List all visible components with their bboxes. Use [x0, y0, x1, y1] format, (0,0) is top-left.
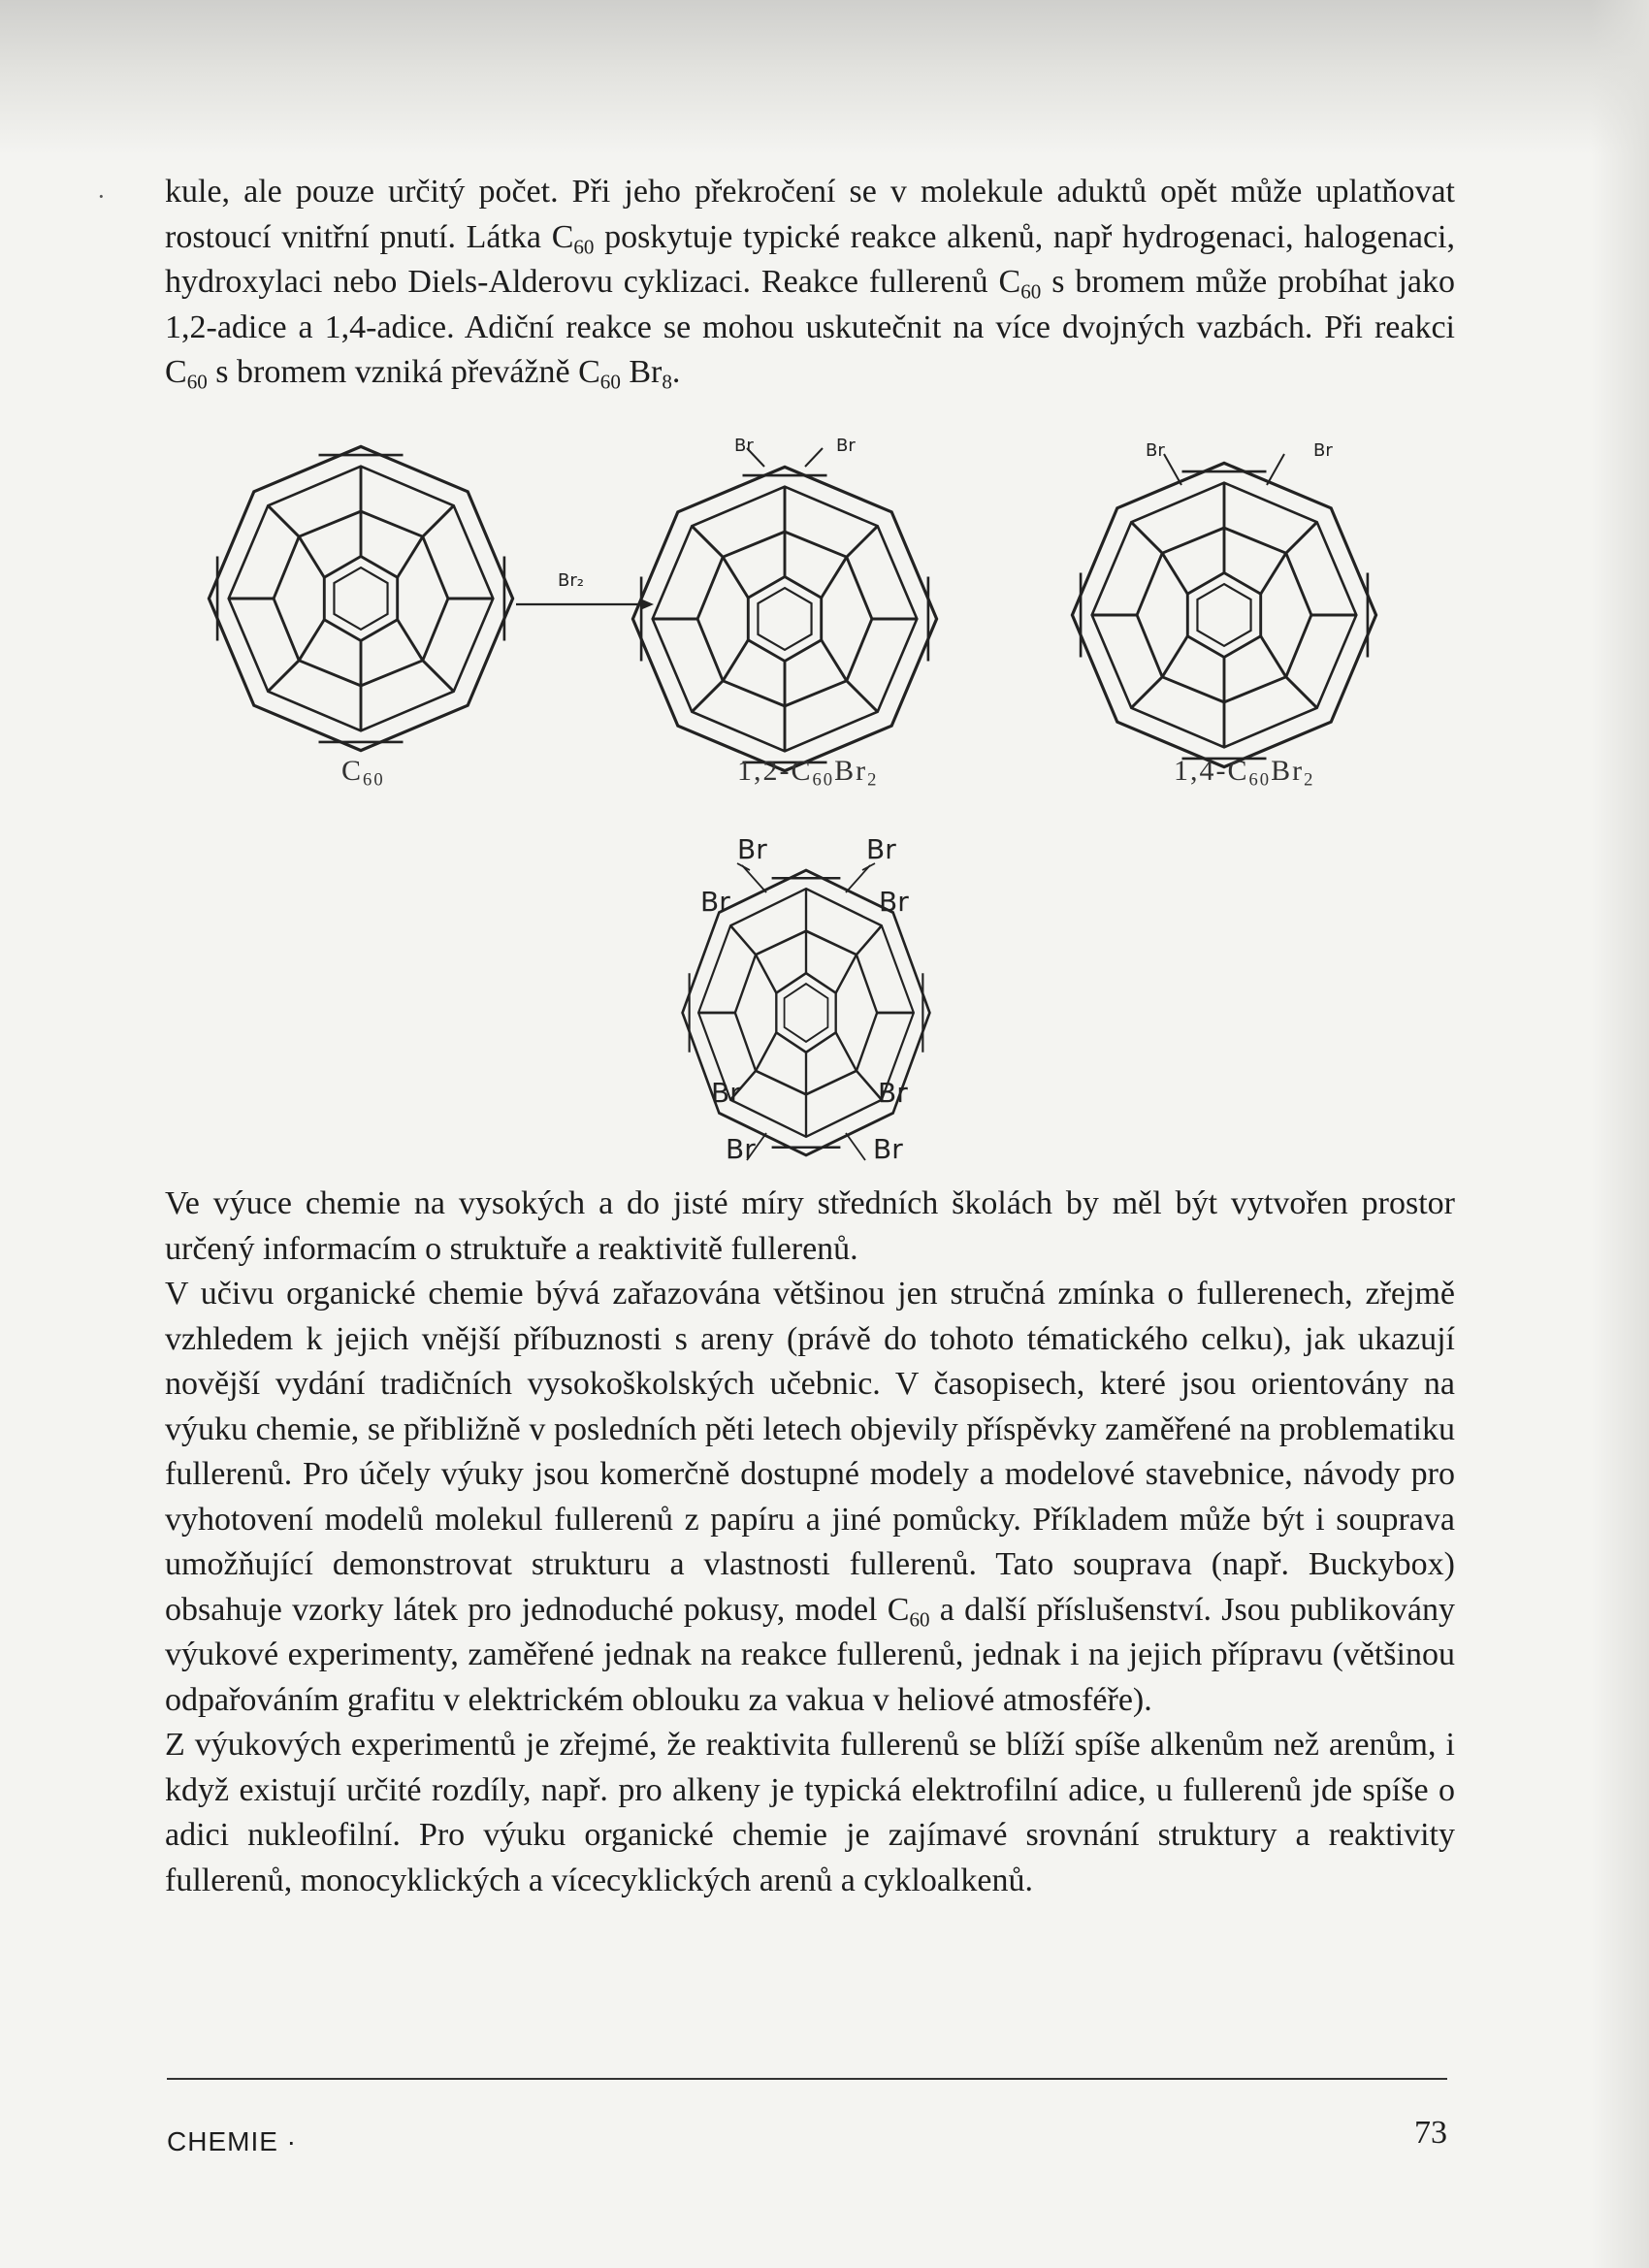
intro-sub-2: 60: [1020, 279, 1042, 304]
caption-12-c60br2: $1,2-C_{60}Br_2$: [737, 755, 879, 791]
br-label: Br: [1313, 440, 1333, 461]
br-label: Br: [879, 886, 909, 918]
br-label: Br: [726, 1133, 756, 1165]
body-text: [165, 1182, 1455, 1903]
br-label: Br: [700, 886, 730, 918]
body-paragraph-3: Z výukových experimentů je zřejmé, že reaktivita fullerenů se blíží spíše alkenům než arenům, i když existují určité rozdíly, např. pro alkeny je typická elektrofilní adice, u fullerenů jde spíše o adici nukleofilní. Pro výuku organické chemie je zajímavé srovnání struktury a reaktivity fullerenů, monocyklických a vícecyklických arenů a cykloalkenů.: [165, 1727, 1455, 1898]
br-label: Br: [836, 436, 856, 456]
br-label: Br: [734, 436, 754, 456]
br-label: Br: [878, 1077, 908, 1109]
caption-14-c60br2: $1,4-C_{60}Br_2$: [1174, 755, 1315, 791]
body-paragraph-1: Ve výuce chemie na vysokých a do jisté míry středních školách by měl být vytvořen prostor určený informacím o struktuře a reaktivitě fullerenů.: [165, 1185, 1455, 1267]
intro-sub-5: 8: [662, 370, 672, 394]
intro-text-1: kule, ale pouze určitý počet. Při jeho překročení se v molekule aduktů opět může uplatňovat rostoucí vnitřní pnutí. Látka C: [165, 174, 1455, 255]
br-label: Br: [711, 1077, 741, 1109]
intro-text-5: Br: [620, 354, 663, 390]
intro-sub-1: 60: [573, 234, 595, 258]
intro-sub-3: 60: [186, 370, 208, 394]
intro-sub-4: 60: [599, 370, 621, 394]
br-label: Br: [873, 1133, 903, 1165]
br-label: Br: [1146, 440, 1165, 461]
c60br2-12-molecule: [632, 467, 936, 770]
intro-text-3: s bromem může probíhat jako 1,2-adice a 1,4-adice. Adiční reakce se mohou uskutečnit na více dvojných vazbách. Při reakci C: [165, 264, 1455, 390]
body-paragraph-2: V učivu organické chemie bývá zařazována většinou jen stručná zmínka o fullerenech, zřejmě vzhledem k jejich vnější příbuznosti s areny (právě do tohoto tématického celku), jak ukazují novější vydání tradičních vysokoškolských učebnic. V časopisech, které jsou orientovány na výuku chemie, se přibližně v posledních pěti letech objevily příspěvky zaměřené na problematiku fullerenů. Pro účely výuky jsou komerčně dostupné modely a modelové stavebnice, návody pro vyhotovení modelů molekul fullerenů z papíru a jiné pomůcky. Příkladem může být i souprava umožňující demonstrovat strukturu a vlastnosti fullerenů. Tato souprava (např. Buckybox) obsahuje vzorky látek pro jednoduché pokusy, model $C_{60}$ a další příslušenství. Jsou publikovány výukové experimenty, zaměřené jednak na reakce fullerenů, jednak i na jejich přípravu (většinou odpařováním grafitu v elektrickém oblouku za vakua v heliové atmosféře).: [165, 1276, 1455, 1718]
br-label: Br: [737, 833, 767, 865]
c60-molecule: [209, 446, 512, 750]
intro-text-2: poskytuje typické reakce alkenů, např hydrogenaci, halogenaci, hydroxylaci nebo Diels-Alderovu cyklizaci. Reakce fullerenů C: [165, 218, 1455, 300]
page-number: 73: [1414, 2115, 1447, 2151]
reagent-label: Br₂: [558, 570, 584, 591]
intro-text-4: s bromem vzniká převážně C: [207, 354, 600, 390]
intro-text-6: .: [671, 354, 681, 390]
journal-name: CHEMIE ·: [167, 2126, 297, 2156]
caption-c60: $C_{60}$: [341, 755, 385, 791]
c60br2-14-molecule: [1072, 463, 1375, 766]
footer-rule: [167, 2078, 1447, 2080]
br-label: Br: [866, 833, 896, 865]
margin-mark: ·: [97, 182, 106, 211]
